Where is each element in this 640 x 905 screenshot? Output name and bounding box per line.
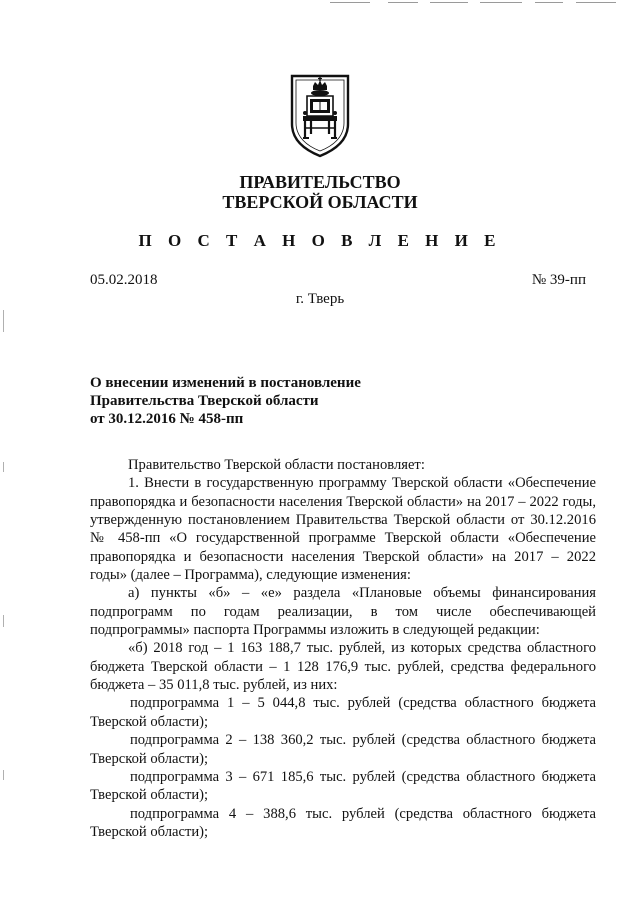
government-name-line1: ПРАВИТЕЛЬСТВО [239, 172, 401, 192]
body-paragraph: подпрограмма 4 – 388,6 тыс. рублей (средства областного бюджета Тверской области); [90, 805, 596, 840]
body-paragraph: подпрограмма 1 – 5 044,8 тыс. рублей (средства областного бюджета Тверской области); [90, 695, 596, 730]
scan-artifacts [330, 0, 620, 8]
government-name-line2: ТВЕРСКОЙ ОБЛАСТИ [222, 192, 418, 212]
body-paragraph: подпрограмма 3 – 671 185,6 тыс. рублей (средства областного бюджета Тверской области); [90, 768, 596, 804]
body-paragraph: подпрограмма 2 – 138 360,2 тыс. рублей (средства областного бюджета Тверской области); [90, 732, 596, 767]
body-paragraph: 1. Внести в государственную программу Тверской области «Обеспечение правопорядка и безопасности населения Тверской области» на 2017 – 2022 годы, утвержденную постановлением Правительства Тверской области от 30.12.2016 № 458-пп «О государственной программе Тверской области «Обеспечение правопорядка и безопасности населения Тверской области» на 2017 – 2022 годы» (далее – Программа), следующие изменения: [90, 475, 596, 584]
document-number: № 39-пп [531, 272, 586, 288]
body-paragraph: «б) 2018 год – 1 163 188,7 тыс. рублей, из которых средства областного бюджета Тверской области – 1 128 176,9 тыс. рублей, средства федерального бюджета – 35 011,8 тыс. рублей, из них: [90, 640, 596, 694]
document-date: 05.02.2018 [90, 272, 158, 288]
document-subject [90, 374, 361, 428]
document-body [90, 456, 596, 841]
document-type-title: П О С Т А Н О В Л Е Н И Е [138, 231, 502, 250]
document-city: г. Тверь [295, 291, 345, 307]
body-paragraph: Правительство Тверской области постановляет: [128, 457, 425, 473]
subject-line: О внесении изменений в постановление [90, 375, 361, 391]
body-paragraph: а) пункты «б» – «е» раздела «Плановые объемы финансирования подпрограмм по годам реализации, в том числе обеспечивающей подпрограммы» паспорта Программы изложить в следующей редакции: [90, 585, 596, 639]
tver-coat-of-arms-icon [289, 72, 351, 158]
subject-line: Правительства Тверской области [90, 393, 319, 409]
subject-line: от 30.12.2016 № 458-пп [90, 411, 244, 427]
